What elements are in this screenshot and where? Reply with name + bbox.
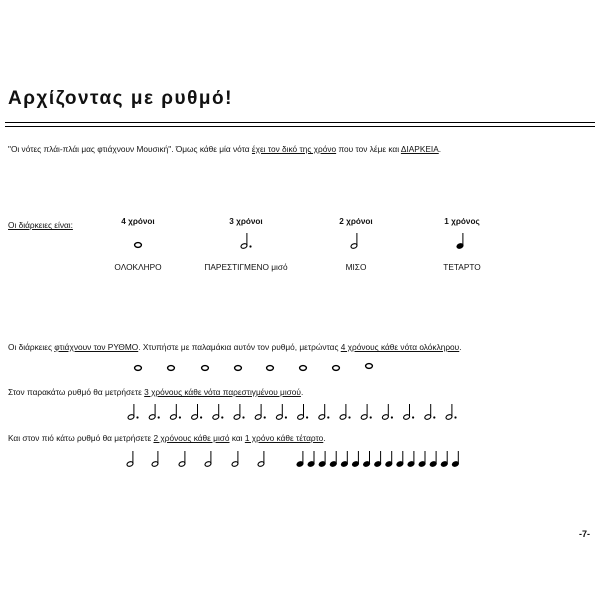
exercise1-emphasis-rhythm: φτιάχνουν τον ΡΥΘΜΟ (54, 342, 139, 352)
duration-count-dotted-half: 3 χρόνοι (229, 217, 263, 226)
duration-name-whole: ΟΛΟΚΛΗΡΟ (114, 262, 162, 272)
whole-note-icon (135, 243, 142, 248)
dotted-half-note-icon (276, 404, 287, 420)
whole-note-icon (267, 366, 274, 371)
dotted-half-note-icon (445, 404, 456, 420)
page-title: Αρχίζοντας με ρυθμό! (8, 88, 233, 109)
exercise1-emphasis-count: 4 χρόνους κάθε νότα ολόκληρου (340, 342, 460, 352)
intro-text-part: . (438, 144, 442, 154)
quarter-note-icon (407, 451, 414, 467)
duration-count-whole: 4 χρόνοι (121, 217, 155, 226)
dotted-half-note-icon (255, 404, 266, 420)
intro-emphasis-time: έχει τον δικό της χρόνο (251, 144, 337, 154)
whole-note-icon (135, 366, 142, 371)
exercise1-text-part: . (459, 342, 462, 352)
exercise1-text-part: . Χτυπήστε με παλαμάκια αυτόν τον ρυθμό, μετρώντας (138, 342, 341, 352)
intro-emphasis-duration: ΔΙΑΡΚΕΙΑ (400, 144, 439, 154)
dotted-half-note-icon (233, 404, 244, 420)
exercise2-emphasis-count: 3 χρόνους κάθε νότα παρεστιγμένου μισού (144, 387, 301, 397)
exercise2-text-part: Στον παρακάτω ρυθμό θα μετρήσετε (8, 387, 145, 397)
quarter-note-icon (341, 451, 348, 467)
dotted-half-note-icon (297, 404, 308, 420)
half-note-icon (126, 451, 133, 467)
dotted-half-note-icon (403, 404, 414, 420)
dotted-half-note-icon (382, 404, 393, 420)
quarter-note-icon (363, 451, 370, 467)
quarter-note-icon (319, 451, 326, 467)
duration-name-half: ΜΙΣΟ (345, 262, 367, 272)
duration-count-half: 2 χρόνοι (339, 217, 373, 226)
whole-note-icon (168, 366, 175, 371)
dotted-half-note-icon (212, 404, 223, 420)
quarter-note-icon (396, 451, 403, 467)
durations-label: Οι διάρκειες είναι: (8, 220, 73, 230)
exercise3-text-part: και (229, 433, 245, 443)
quarter-note-icon (330, 451, 337, 467)
duration-name-dotted-half: ΠΑΡΕΣΤΙΓΜΕΝΟ μισό (204, 262, 288, 272)
quarter-note-icon (430, 451, 437, 467)
half-note-icon (178, 451, 185, 467)
intro-text-part: "Οι νότες πλάι-πλάι μας φτιάχνουν Μουσική". Όμως κάθε μία νότα (8, 144, 252, 154)
dotted-half-note-icon (339, 404, 350, 420)
quarter-note-icon (441, 451, 448, 467)
duration-count-quarter: 1 χρόνος (444, 217, 480, 226)
dotted-half-note-icon (127, 404, 138, 420)
half-note-icon (204, 451, 211, 467)
whole-note-icon (366, 364, 373, 369)
dotted-half-note-icon (424, 404, 435, 420)
whole-note-icon (202, 366, 209, 371)
exercise3-text-part: Και στον πιό κάτω ρυθμό θα μετρήσετε (8, 433, 154, 443)
exercise2-text-part: . (300, 387, 304, 397)
quarter-note-icon (456, 233, 463, 249)
exercise3-text-part: . (323, 433, 326, 443)
quarter-note-icon (418, 451, 425, 467)
dotted-half-note-icon (361, 404, 372, 420)
whole-note-icon (300, 366, 307, 371)
quarter-note-icon (307, 451, 314, 467)
half-note-icon (350, 233, 357, 249)
half-note-icon (257, 451, 264, 467)
quarter-note-icon (296, 451, 303, 467)
exercise1-text-part: Οι διάρκειες (8, 342, 55, 352)
quarter-note-icon (385, 451, 392, 467)
dotted-half-note-icon (170, 404, 181, 420)
whole-note-icon (333, 366, 340, 371)
page-number: -7- (579, 529, 590, 539)
dotted-half-note-icon (191, 404, 202, 420)
exercise3-emphasis-quarter: 1 χρόνο κάθε τέταρτο (244, 433, 324, 443)
exercise3-emphasis-half: 2 χρόνους κάθε μισό (153, 433, 230, 443)
quarter-note-icon (352, 451, 359, 467)
half-note-icon (151, 451, 158, 467)
whole-note-icon (235, 366, 242, 371)
dotted-half-note-icon (318, 404, 329, 420)
dotted-half-note-icon (240, 233, 251, 249)
dotted-half-note-icon (149, 404, 160, 420)
duration-name-quarter: ΤΕΤΑΡΤΟ (443, 262, 481, 272)
intro-text-part: που τον λέμε και (336, 144, 401, 154)
half-note-icon (231, 451, 238, 467)
quarter-note-icon (452, 451, 459, 467)
quarter-note-icon (374, 451, 381, 467)
